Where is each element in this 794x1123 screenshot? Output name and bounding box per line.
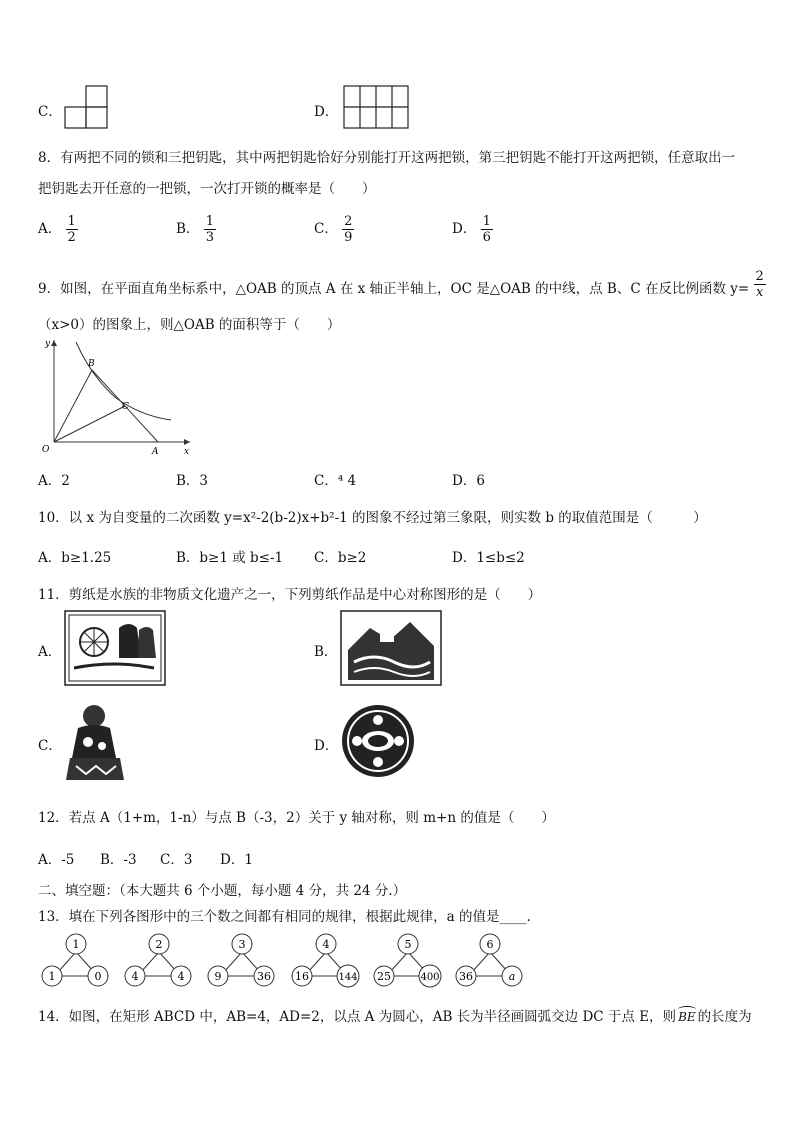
q9-option-a: A．2: [38, 473, 70, 489]
q10-stem: 10．以 x 为自变量的二次函数 y=x²-2(b-2)x+b²-1 的图象不经过第三象限，则实数 b 的取值范围是（ ）: [38, 510, 707, 526]
svg-text:0: 0: [94, 970, 102, 983]
section2-title: 二、填空题：（本大题共 6 个小题，每小题 4 分，共 24 分.）: [38, 883, 407, 899]
q14-arc-be: BE: [678, 1010, 696, 1024]
q9-graph-a-label: A: [152, 447, 159, 457]
q12-option-d: D．1: [220, 852, 253, 868]
q13-figure-2: [125, 934, 191, 986]
q9-option-c: C．⁴ 4: [314, 473, 357, 489]
q11-option-c-papercut: [62, 702, 128, 784]
q7-option-d-figure: [342, 84, 410, 130]
q8-option-c: C． $\frac{2}{9}$: [314, 214, 353, 245]
svg-text:25: 25: [377, 970, 391, 983]
q9-stem-line1: 9．如图，在平面直角坐标系中，△OAB 的顶点 A 在 x 轴正半轴上，OC 是△OAB 的中线，点 B、C 在反比例函数 y= $\frac{2}{x}$: [38, 269, 764, 300]
q7-option-c-label: C．: [38, 104, 62, 120]
q9-graph-b-label: B: [88, 359, 95, 369]
svg-text:5: 5: [404, 938, 412, 951]
q12-option-a: A．-5: [38, 852, 75, 868]
q13-figure-1: [42, 934, 108, 986]
q13-figure-6: [456, 934, 522, 986]
q10-option-a: A．b≥1.25: [38, 550, 112, 566]
q9-graph: [36, 336, 196, 460]
q9-graph-o-label: O: [42, 445, 50, 455]
q8-stem-line1: 8．有两把不同的锁和三把钥匙，其中两把钥匙恰好分别能打开这两把锁，第三把钥匙不能打开这两把锁，任意取出一: [38, 150, 736, 166]
q13-figure-3: [208, 934, 274, 986]
q14-stem: 14．如图，在矩形 ABCD 中，AB=4，AD=2，以点 A 为圆心，AB 长为半径画圆弧交边 DC 于点 E，则 BE 的长度为: [38, 1005, 752, 1025]
q11-option-b-papercut: [340, 610, 442, 686]
q13-figures: [36, 930, 536, 990]
q9-graph-y-label: y: [45, 339, 51, 349]
svg-text:4: 4: [177, 970, 185, 983]
q7-option-d-label: D．: [314, 104, 339, 120]
q11-option-b-label: B．: [314, 644, 338, 660]
q9-graph-c-label: C: [122, 402, 129, 412]
q10-option-c: C．b≥2: [314, 550, 367, 566]
q11-option-c-label: C．: [38, 738, 62, 754]
svg-text:36: 36: [459, 970, 473, 983]
svg-text:4: 4: [131, 970, 139, 983]
svg-text:2: 2: [155, 938, 163, 951]
q9-option-d: D．6: [452, 473, 485, 489]
q13-figure-5: [374, 934, 441, 987]
svg-text:9: 9: [214, 970, 222, 983]
q11-option-a-label: A．: [38, 644, 62, 660]
q11-option-d-label: D．: [314, 738, 339, 754]
q8-option-d: D． $\frac{1}{6}$: [452, 214, 491, 245]
svg-text:1: 1: [48, 970, 56, 983]
svg-text:144: 144: [338, 972, 358, 983]
q10-option-b: B．b≥1 或 b≤-1: [176, 550, 284, 566]
q9-option-b: B．3: [176, 473, 209, 489]
q8-option-b: B． $\frac{1}{3}$: [176, 214, 214, 245]
svg-text:4: 4: [322, 938, 330, 951]
q12-option-b: B．-3: [100, 852, 137, 868]
svg-text:16: 16: [295, 970, 309, 983]
svg-text:1: 1: [72, 938, 80, 951]
q11-option-d-papercut: [340, 702, 416, 780]
q12-option-c: C．3: [160, 852, 193, 868]
q13-figure-4: [292, 934, 359, 987]
q12-stem: 12．若点 A（1+m，1-n）与点 B（-3，2）关于 y 轴对称，则 m+n 的值是（ ）: [38, 810, 555, 826]
q9-stem-line2: （x>0）的图象上，则△OAB 的面积等于（ ）: [38, 317, 341, 333]
q13-stem: 13．填在下列各图形中的三个数之间都有相同的规律，根据此规律，a 的值是____.: [38, 909, 531, 925]
svg-text:3: 3: [238, 938, 246, 951]
svg-text:400: 400: [420, 972, 440, 983]
q11-stem: 11．剪纸是水族的非物质文化遗产之一，下列剪纸作品是中心对称图形的是（ ）: [38, 587, 542, 603]
q8-stem-line2: 把钥匙去开任意的一把锁，一次打开锁的概率是（ ）: [38, 181, 376, 197]
q8-option-a: A． $\frac{1}{2}$: [38, 214, 76, 245]
svg-text:a: a: [508, 970, 516, 983]
q9-graph-x-label: x: [184, 447, 190, 457]
q10-option-d: D．1≤b≤2: [452, 550, 525, 566]
svg-text:6: 6: [486, 938, 494, 951]
q7-option-c-figure: [64, 84, 110, 130]
q11-option-a-papercut: [64, 610, 166, 686]
svg-text:36: 36: [257, 970, 271, 983]
